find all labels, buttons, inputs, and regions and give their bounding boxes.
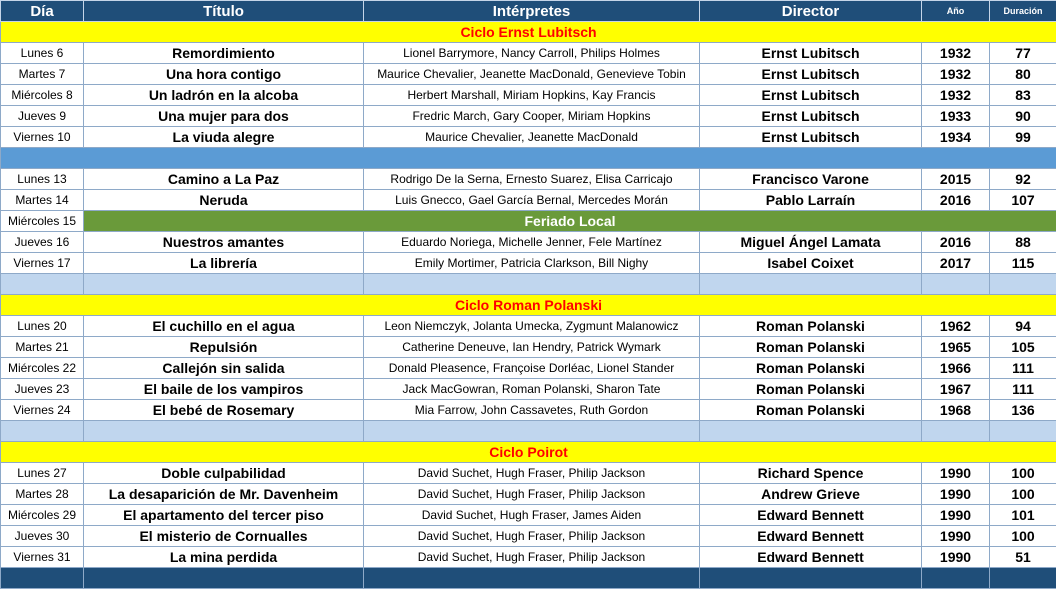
separator-cell (922, 274, 990, 295)
cast-cell: Catherine Deneuve, Ian Hendry, Patrick Wymark (364, 337, 700, 358)
title-cell: Neruda (84, 190, 364, 211)
duration-cell: 99 (990, 127, 1056, 148)
duration-cell: 80 (990, 64, 1056, 85)
year-cell: 1934 (922, 127, 990, 148)
holiday-row (1, 211, 1056, 232)
year-cell: 1932 (922, 43, 990, 64)
separator-cell (364, 421, 700, 442)
separator-cell (990, 568, 1056, 589)
director-cell: Pablo Larraín (700, 190, 922, 211)
title-cell: La mina perdida (84, 547, 364, 568)
movie-row (1, 64, 1056, 85)
year-cell: 1990 (922, 463, 990, 484)
title-cell: La desaparición de Mr. Davenheim (84, 484, 364, 505)
holiday-label: Feriado Local (84, 211, 1056, 232)
day-cell: Viernes 17 (1, 253, 84, 274)
cast-cell: David Suchet, Hugh Fraser, Philip Jackson (364, 463, 700, 484)
year-cell: 1932 (922, 64, 990, 85)
separator-cell (84, 274, 364, 295)
title-cell: La librería (84, 253, 364, 274)
cast-cell: Maurice Chevalier, Jeanette MacDonald, Genevieve Tobin (364, 64, 700, 85)
year-cell: 2015 (922, 169, 990, 190)
director-cell: Richard Spence (700, 463, 922, 484)
movie-row (1, 169, 1056, 190)
header-day: Día (1, 1, 84, 22)
day-cell: Lunes 13 (1, 169, 84, 190)
duration-cell: 107 (990, 190, 1056, 211)
day-cell: Miércoles 8 (1, 85, 84, 106)
movie-row (1, 190, 1056, 211)
week-separator (1, 148, 1056, 169)
cast-cell: Herbert Marshall, Miriam Hopkins, Kay Francis (364, 85, 700, 106)
year-cell: 2016 (922, 190, 990, 211)
day-cell: Jueves 9 (1, 106, 84, 127)
duration-cell: 136 (990, 400, 1056, 421)
separator-cell (700, 421, 922, 442)
header-year: Año (922, 1, 990, 22)
movie-row (1, 127, 1056, 148)
title-cell: El baile de los vampiros (84, 379, 364, 400)
duration-cell: 111 (990, 379, 1056, 400)
director-cell: Edward Bennett (700, 526, 922, 547)
cast-cell: Lionel Barrymore, Nancy Carroll, Philips Holmes (364, 43, 700, 64)
separator-cell (364, 568, 700, 589)
title-cell: El cuchillo en el agua (84, 316, 364, 337)
title-cell: La viuda alegre (84, 127, 364, 148)
cast-cell: Leon Niemczyk, Jolanta Umecka, Zygmunt Malanowicz (364, 316, 700, 337)
duration-cell: 92 (990, 169, 1056, 190)
cast-cell: Fredric March, Gary Cooper, Miriam Hopkins (364, 106, 700, 127)
director-cell: Ernst Lubitsch (700, 64, 922, 85)
separator-cell (1, 421, 84, 442)
year-cell: 1990 (922, 484, 990, 505)
director-cell: Edward Bennett (700, 547, 922, 568)
director-cell: Roman Polanski (700, 337, 922, 358)
movie-row (1, 316, 1056, 337)
duration-cell: 88 (990, 232, 1056, 253)
footer-separator (1, 568, 1056, 589)
year-cell: 1990 (922, 547, 990, 568)
director-cell: Edward Bennett (700, 505, 922, 526)
year-cell: 2017 (922, 253, 990, 274)
director-cell: Andrew Grieve (700, 484, 922, 505)
cycle-title: Ciclo Poirot (1, 442, 1056, 463)
header-cast: Intérpretes (364, 1, 700, 22)
day-cell: Viernes 10 (1, 127, 84, 148)
director-cell: Isabel Coixet (700, 253, 922, 274)
year-cell: 1965 (922, 337, 990, 358)
day-cell: Martes 14 (1, 190, 84, 211)
cycle-banner-polanski (1, 295, 1056, 316)
cast-cell: Luis Gnecco, Gael García Bernal, Mercedes Morán (364, 190, 700, 211)
director-cell: Miguel Ángel Lamata (700, 232, 922, 253)
day-cell: Jueves 16 (1, 232, 84, 253)
title-cell: Una hora contigo (84, 64, 364, 85)
director-cell: Ernst Lubitsch (700, 127, 922, 148)
movie-row (1, 358, 1056, 379)
cast-cell: David Suchet, Hugh Fraser, Philip Jackson (364, 484, 700, 505)
day-cell: Jueves 23 (1, 379, 84, 400)
year-cell: 1967 (922, 379, 990, 400)
separator-cell (922, 421, 990, 442)
separator-cell (1, 568, 84, 589)
separator-cell (922, 568, 990, 589)
header-duration: Duración (990, 1, 1056, 22)
director-cell: Ernst Lubitsch (700, 106, 922, 127)
cast-cell: Rodrigo De la Serna, Ernesto Suarez, Elisa Carricajo (364, 169, 700, 190)
movie-row (1, 85, 1056, 106)
movie-row (1, 505, 1056, 526)
movie-row (1, 400, 1056, 421)
duration-cell: 101 (990, 505, 1056, 526)
movie-row (1, 43, 1056, 64)
day-cell: Viernes 31 (1, 547, 84, 568)
separator-cell (990, 274, 1056, 295)
year-cell: 1968 (922, 400, 990, 421)
duration-cell: 105 (990, 337, 1056, 358)
day-cell: Miércoles 15 (1, 211, 84, 232)
cast-cell: Donald Pleasence, Françoise Dorléac, Lionel Stander (364, 358, 700, 379)
day-cell: Martes 7 (1, 64, 84, 85)
movie-row (1, 463, 1056, 484)
cycle-banner-poirot (1, 442, 1056, 463)
year-cell: 1990 (922, 505, 990, 526)
day-cell: Lunes 27 (1, 463, 84, 484)
separator-cell (700, 274, 922, 295)
day-cell: Martes 21 (1, 337, 84, 358)
year-cell: 2016 (922, 232, 990, 253)
cycle-banner-lubitsch (1, 22, 1056, 43)
separator-cell (700, 568, 922, 589)
cycle-title: Ciclo Ernst Lubitsch (1, 22, 1056, 43)
separator-cell (1, 274, 84, 295)
duration-cell: 115 (990, 253, 1056, 274)
duration-cell: 100 (990, 484, 1056, 505)
director-cell: Ernst Lubitsch (700, 85, 922, 106)
duration-cell: 90 (990, 106, 1056, 127)
separator-cell (84, 568, 364, 589)
duration-cell: 51 (990, 547, 1056, 568)
duration-cell: 77 (990, 43, 1056, 64)
title-cell: Camino a La Paz (84, 169, 364, 190)
duration-cell: 83 (990, 85, 1056, 106)
duration-cell: 111 (990, 358, 1056, 379)
cast-cell: David Suchet, Hugh Fraser, James Aiden (364, 505, 700, 526)
cast-cell: Maurice Chevalier, Jeanette MacDonald (364, 127, 700, 148)
director-cell: Roman Polanski (700, 379, 922, 400)
movie-row (1, 232, 1056, 253)
header-title: Título (84, 1, 364, 22)
movie-row (1, 484, 1056, 505)
title-cell: El bebé de Rosemary (84, 400, 364, 421)
header-director: Director (700, 1, 922, 22)
day-cell: Viernes 24 (1, 400, 84, 421)
day-cell: Miércoles 29 (1, 505, 84, 526)
duration-cell: 100 (990, 463, 1056, 484)
title-cell: El apartamento del tercer piso (84, 505, 364, 526)
header-row (1, 1, 1056, 22)
movie-row (1, 526, 1056, 547)
movie-row (1, 337, 1056, 358)
cycle-title: Ciclo Roman Polanski (1, 295, 1056, 316)
title-cell: Callejón sin salida (84, 358, 364, 379)
year-cell: 1990 (922, 526, 990, 547)
separator-cell (1, 148, 1056, 169)
director-cell: Ernst Lubitsch (700, 43, 922, 64)
cast-cell: David Suchet, Hugh Fraser, Philip Jackson (364, 526, 700, 547)
duration-cell: 100 (990, 526, 1056, 547)
movie-row (1, 379, 1056, 400)
director-cell: Francisco Varone (700, 169, 922, 190)
title-cell: Una mujer para dos (84, 106, 364, 127)
year-cell: 1966 (922, 358, 990, 379)
day-cell: Miércoles 22 (1, 358, 84, 379)
title-cell: Remordimiento (84, 43, 364, 64)
movie-row (1, 547, 1056, 568)
director-cell: Roman Polanski (700, 316, 922, 337)
title-cell: Un ladrón en la alcoba (84, 85, 364, 106)
day-cell: Jueves 30 (1, 526, 84, 547)
title-cell: El misterio de Cornualles (84, 526, 364, 547)
week-separator (1, 421, 1056, 442)
title-cell: Nuestros amantes (84, 232, 364, 253)
duration-cell: 94 (990, 316, 1056, 337)
separator-cell (84, 421, 364, 442)
cast-cell: Mia Farrow, John Cassavetes, Ruth Gordon (364, 400, 700, 421)
day-cell: Martes 28 (1, 484, 84, 505)
cast-cell: David Suchet, Hugh Fraser, Philip Jackson (364, 547, 700, 568)
cast-cell: Jack MacGowran, Roman Polanski, Sharon Tate (364, 379, 700, 400)
movie-row (1, 106, 1056, 127)
title-cell: Repulsión (84, 337, 364, 358)
week-separator (1, 274, 1056, 295)
separator-cell (990, 421, 1056, 442)
director-cell: Roman Polanski (700, 400, 922, 421)
cast-cell: Emily Mortimer, Patricia Clarkson, Bill Nighy (364, 253, 700, 274)
director-cell: Roman Polanski (700, 358, 922, 379)
day-cell: Lunes 20 (1, 316, 84, 337)
cast-cell: Eduardo Noriega, Michelle Jenner, Fele Martínez (364, 232, 700, 253)
year-cell: 1932 (922, 85, 990, 106)
year-cell: 1962 (922, 316, 990, 337)
movie-row (1, 253, 1056, 274)
year-cell: 1933 (922, 106, 990, 127)
day-cell: Lunes 6 (1, 43, 84, 64)
title-cell: Doble culpabilidad (84, 463, 364, 484)
separator-cell (364, 274, 700, 295)
